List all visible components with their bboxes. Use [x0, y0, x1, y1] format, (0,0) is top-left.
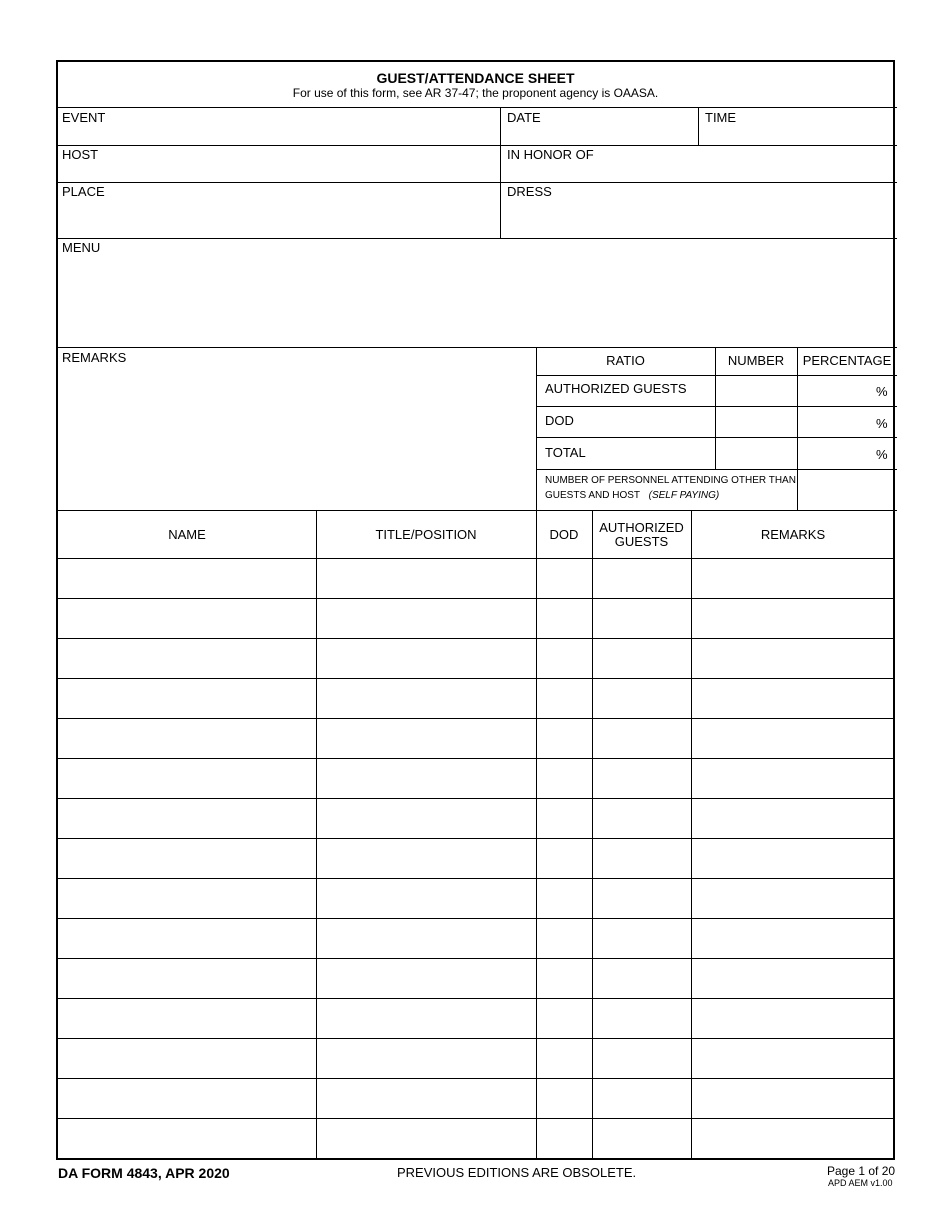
authorized-guests-cell[interactable] [592, 1118, 691, 1158]
personnel-label-line1: NUMBER OF PERSONNEL ATTENDING OTHER THAN [545, 475, 796, 486]
name-cell[interactable] [58, 678, 316, 718]
remarks-cell[interactable] [691, 998, 895, 1038]
date-label: DATE [507, 110, 541, 125]
title-position-cell[interactable] [316, 918, 536, 958]
title-position-cell[interactable] [316, 598, 536, 638]
name-cell[interactable] [58, 918, 316, 958]
form-title: GUEST/ATTENDANCE SHEET [376, 70, 575, 86]
name-cell[interactable] [58, 1118, 316, 1158]
title-position-cell[interactable] [316, 958, 536, 998]
personnel-label-italic: (SELF PAYING) [648, 490, 720, 501]
dod-cell[interactable] [536, 1038, 592, 1078]
table-row [58, 678, 895, 718]
divider [536, 347, 537, 510]
version-label: APD AEM v1.00 [828, 1178, 893, 1188]
dod-cell[interactable] [536, 718, 592, 758]
authorized-guests-cell[interactable] [592, 598, 691, 638]
table-row [58, 718, 895, 758]
event-field[interactable] [58, 107, 500, 145]
table-row [58, 758, 895, 798]
table-row [58, 918, 895, 958]
table-row [58, 1038, 895, 1078]
authorized-guests-cell[interactable] [592, 1038, 691, 1078]
dod-cell[interactable] [536, 1078, 592, 1118]
personnel-label-text: GUESTS AND HOST [545, 490, 640, 501]
dod-number[interactable] [715, 406, 797, 437]
remarks-label: REMARKS [62, 350, 127, 365]
table-row [58, 1118, 895, 1158]
dod-cell[interactable] [536, 758, 592, 798]
dod-cell[interactable] [536, 918, 592, 958]
remarks-cell[interactable] [691, 1118, 895, 1158]
authorized-guests-cell[interactable] [592, 1078, 691, 1118]
personnel-label-line2 [545, 488, 719, 503]
dod-label: DOD [545, 413, 574, 428]
remarks-cell[interactable] [691, 918, 895, 958]
title-position-cell[interactable] [316, 678, 536, 718]
authorized-guests-cell[interactable] [592, 718, 691, 758]
guest-attendance-form [56, 60, 895, 1160]
name-cell[interactable] [58, 1078, 316, 1118]
name-cell[interactable] [58, 878, 316, 918]
authorized-header-line2: GUESTS [614, 534, 669, 549]
host-label: HOST [62, 147, 99, 162]
remarks-cell[interactable] [691, 1038, 895, 1078]
authorized-guests-cell[interactable] [592, 958, 691, 998]
name-cell[interactable] [58, 838, 316, 878]
dod-cell[interactable] [536, 638, 592, 678]
title-position-cell[interactable] [316, 1118, 536, 1158]
remarks-cell[interactable] [691, 638, 895, 678]
title-position-cell[interactable] [316, 838, 536, 878]
table-row [58, 558, 895, 598]
percent-sign: % [876, 447, 888, 462]
authorized-guests-label: AUTHORIZED GUESTS [545, 381, 687, 396]
title-position-cell[interactable] [316, 878, 536, 918]
name-cell[interactable] [58, 638, 316, 678]
dod-cell[interactable] [536, 878, 592, 918]
remarks-cell[interactable] [691, 1078, 895, 1118]
dress-label: DRESS [507, 184, 552, 199]
table-row [58, 998, 895, 1038]
table-row [58, 598, 895, 638]
form-identifier: DA FORM 4843, APR 2020 [58, 1165, 230, 1181]
place-label: PLACE [62, 184, 105, 199]
time-label: TIME [705, 110, 737, 125]
authorized-guests-cell[interactable] [592, 558, 691, 598]
total-label: TOTAL [545, 445, 586, 460]
percentage-header: PERCENTAGE [802, 353, 892, 368]
dod-cell[interactable] [536, 1118, 592, 1158]
authorized-header-line1: AUTHORIZED [599, 520, 684, 535]
page-number: Page 1 of 20 [827, 1164, 896, 1178]
name-cell[interactable] [58, 998, 316, 1038]
title-position-column-header: TITLE/POSITION [375, 527, 477, 542]
table-row [58, 798, 895, 838]
authorized-guests-cell[interactable] [592, 678, 691, 718]
title-position-cell[interactable] [316, 998, 536, 1038]
name-cell[interactable] [58, 558, 316, 598]
remarks-cell[interactable] [691, 718, 895, 758]
authorized-guests-cell[interactable] [592, 998, 691, 1038]
name-cell[interactable] [58, 758, 316, 798]
dod-cell[interactable] [536, 998, 592, 1038]
menu-label: MENU [62, 240, 101, 255]
dod-cell[interactable] [536, 678, 592, 718]
name-cell[interactable] [58, 598, 316, 638]
table-row [58, 958, 895, 998]
ratio-header: RATIO [606, 353, 645, 368]
title-position-cell[interactable] [316, 798, 536, 838]
remarks-cell[interactable] [691, 958, 895, 998]
remarks-cell[interactable] [691, 838, 895, 878]
menu-field[interactable] [58, 238, 895, 347]
authorized-guests-cell[interactable] [592, 638, 691, 678]
authorized-guests-cell[interactable] [592, 758, 691, 798]
remarks-cell[interactable] [691, 878, 895, 918]
title-position-cell[interactable] [316, 758, 536, 798]
percent-sign: % [876, 384, 888, 399]
remarks-cell[interactable] [691, 758, 895, 798]
obsolete-notice: PREVIOUS EDITIONS ARE OBSOLETE. [397, 1165, 637, 1180]
authorized-guests-cell[interactable] [592, 918, 691, 958]
authorized-guests-cell[interactable] [592, 838, 691, 878]
host-field[interactable] [58, 145, 500, 182]
title-position-cell[interactable] [316, 718, 536, 758]
number-header: NUMBER [727, 353, 785, 368]
name-cell[interactable] [58, 798, 316, 838]
dod-cell[interactable] [536, 598, 592, 638]
percent-sign: % [876, 416, 888, 431]
authorized-guests-number[interactable] [715, 375, 797, 406]
name-column-header: NAME [168, 527, 206, 542]
title-position-cell[interactable] [316, 558, 536, 598]
remarks-cell[interactable] [691, 598, 895, 638]
table-row [58, 838, 895, 878]
remarks-field[interactable] [58, 347, 536, 510]
remarks-cell[interactable] [691, 558, 895, 598]
attendance-table [58, 510, 895, 1160]
self-paying-number[interactable] [797, 469, 895, 510]
authorized-guests-cell[interactable] [592, 798, 691, 838]
name-cell[interactable] [58, 958, 316, 998]
dod-cell[interactable] [536, 838, 592, 878]
form-subtitle: For use of this form, see AR 37-47; the proponent agency is OAASA. [292, 86, 659, 100]
in-honor-of-label: IN HONOR OF [507, 147, 594, 162]
event-label: EVENT [62, 110, 106, 125]
name-cell[interactable] [58, 718, 316, 758]
name-cell[interactable] [58, 1038, 316, 1078]
place-field[interactable] [58, 182, 500, 238]
authorized-guests-cell[interactable] [592, 878, 691, 918]
remarks-cell[interactable] [691, 678, 895, 718]
dod-cell[interactable] [536, 558, 592, 598]
total-number[interactable] [715, 437, 797, 469]
remarks-cell[interactable] [691, 798, 895, 838]
authorized-guests-column-header [592, 521, 691, 549]
dod-cell[interactable] [536, 798, 592, 838]
title-position-cell[interactable] [316, 1078, 536, 1118]
remarks-column-header: REMARKS [760, 527, 826, 542]
dod-cell[interactable] [536, 958, 592, 998]
dod-column-header: DOD [549, 527, 579, 542]
dress-field[interactable] [500, 182, 895, 238]
table-row [58, 638, 895, 678]
table-row [58, 1078, 895, 1118]
title-position-cell[interactable] [316, 1038, 536, 1078]
table-row [58, 878, 895, 918]
title-position-cell[interactable] [316, 638, 536, 678]
